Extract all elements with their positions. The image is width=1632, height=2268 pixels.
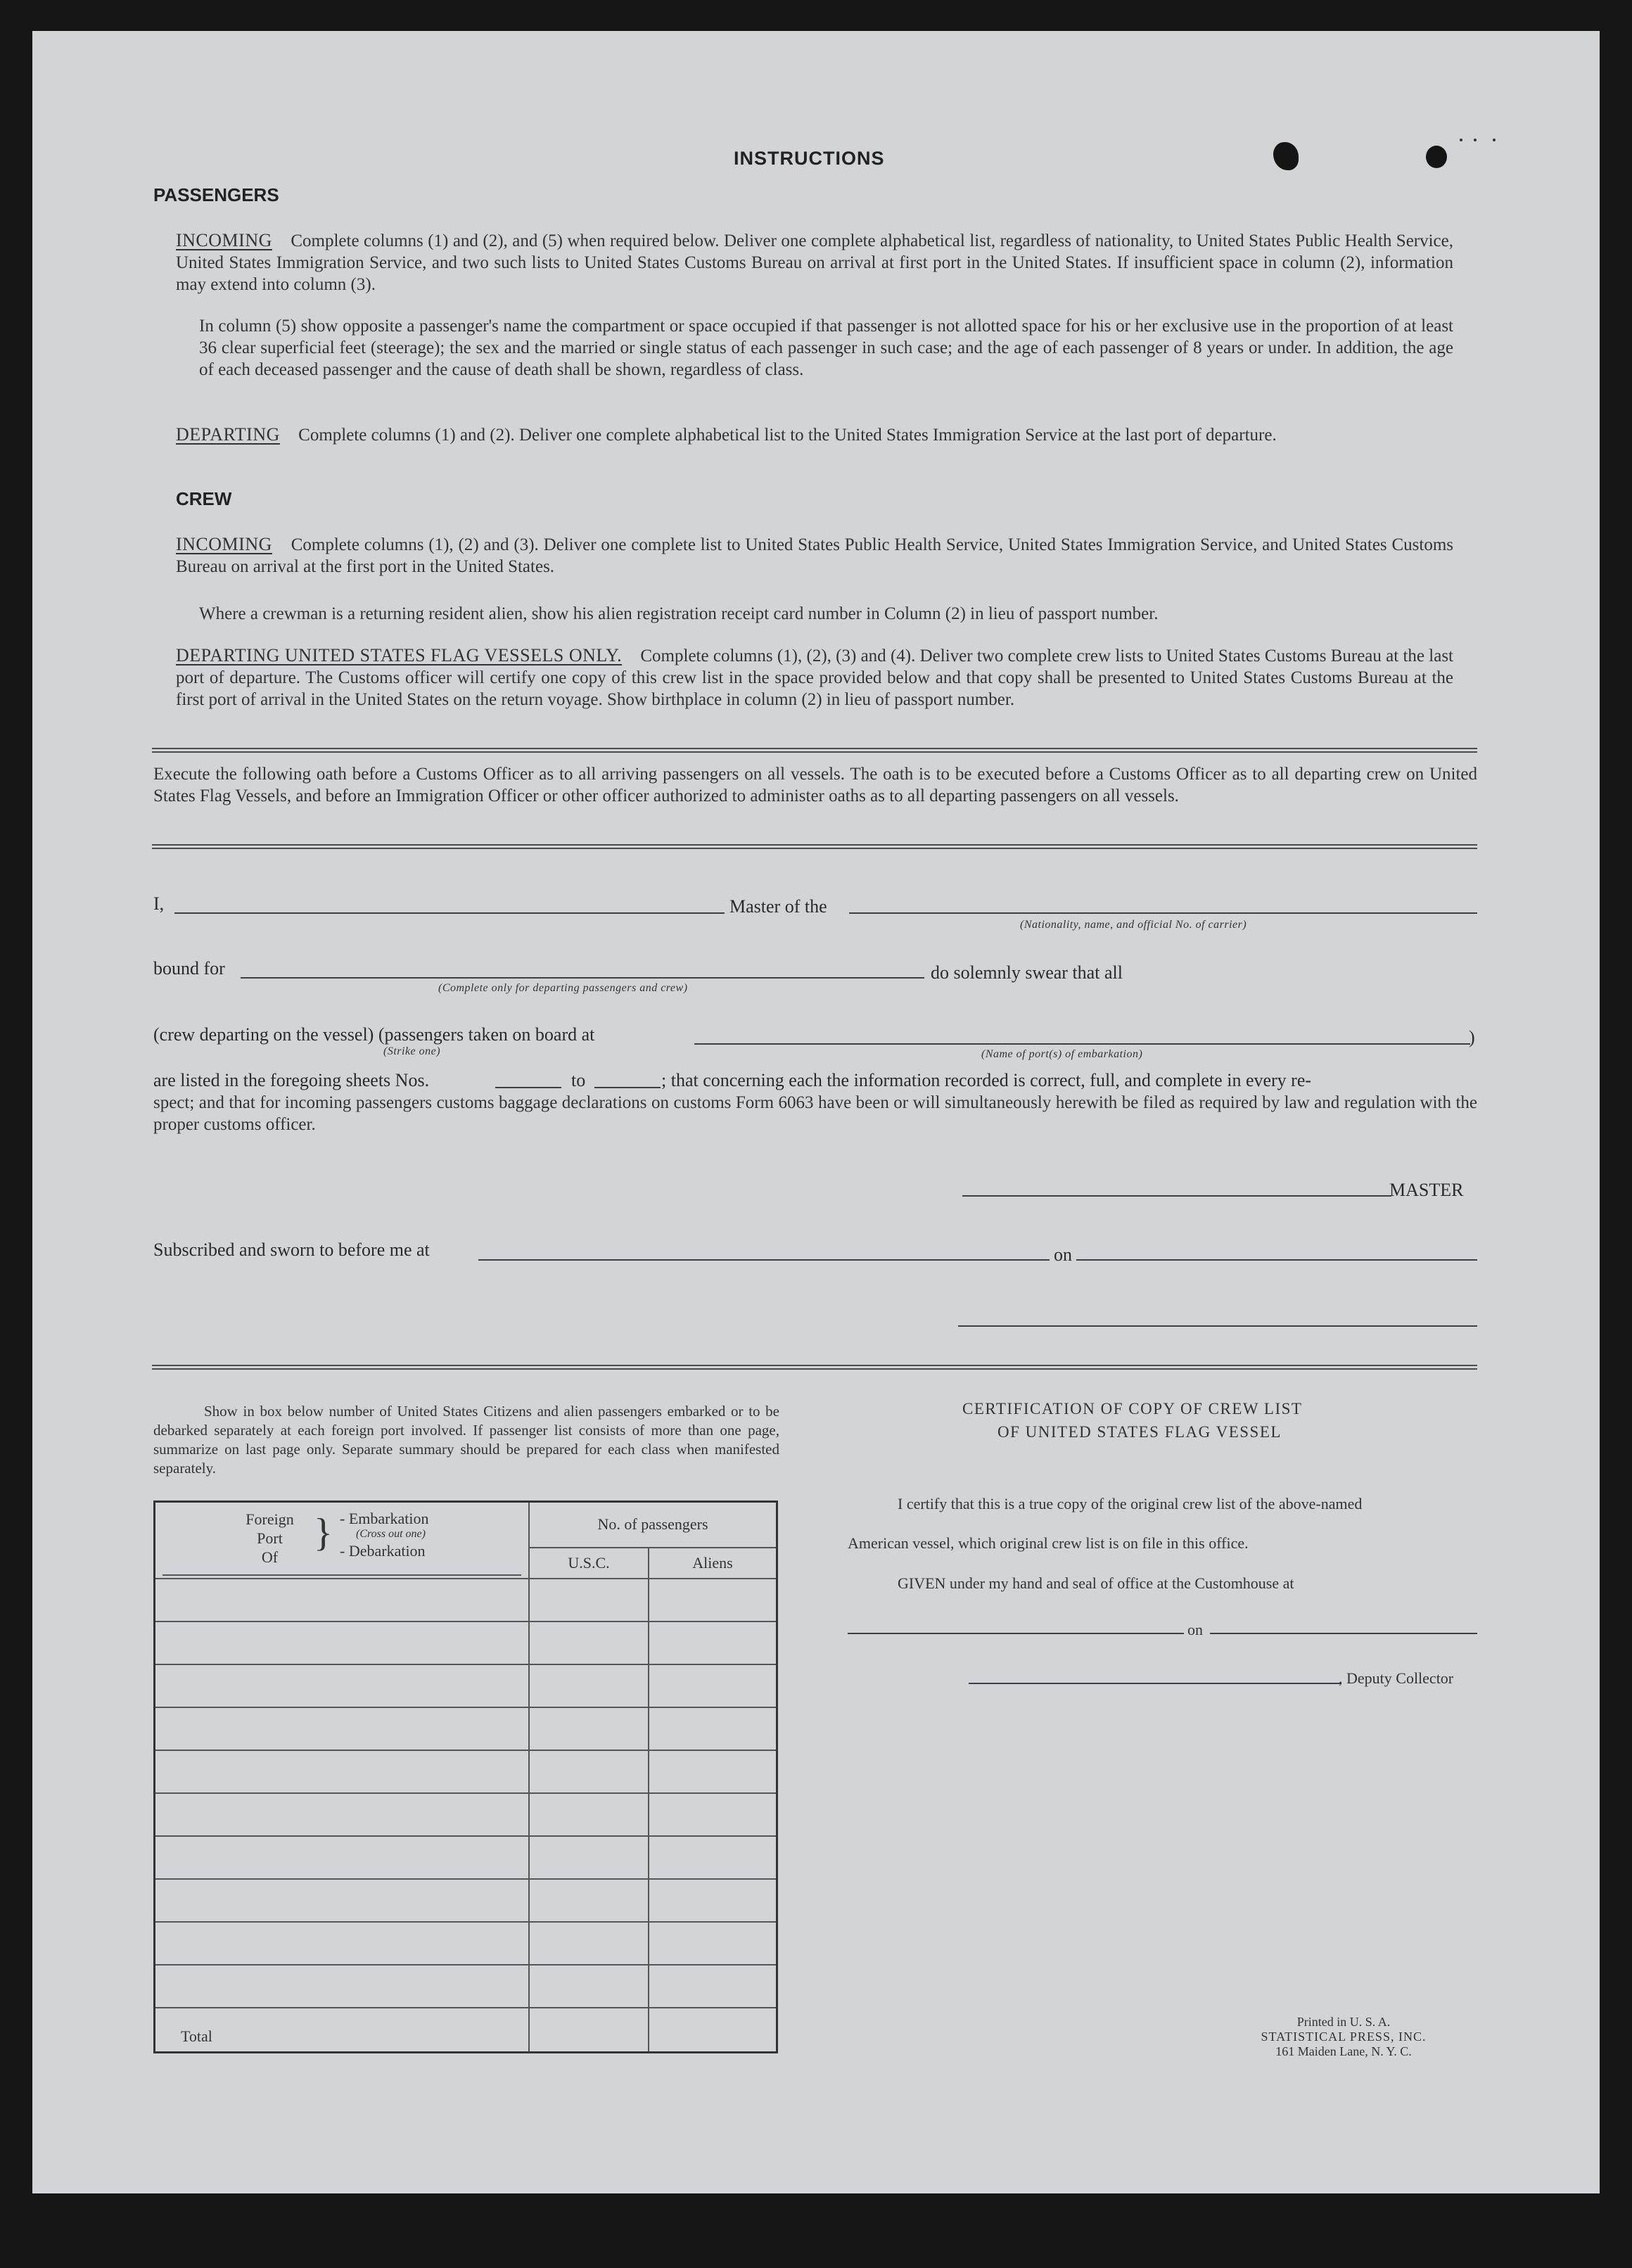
divider	[152, 1365, 1477, 1370]
usc-cell[interactable]	[529, 1793, 649, 1836]
sworn-on-label: on	[1054, 1244, 1072, 1265]
sheets-to-label: to	[571, 1070, 586, 1090]
summary-instructions: Show in box below number of United States Citizens and alien passengers embarked or to be debarked separately at each foreign port involved. If passenger list consists of more than one page, summarize on last page only. Separate summary should be prepared for each class when manifested separately.	[153, 1403, 779, 1477]
certification-on-label: on	[1187, 1621, 1203, 1638]
debarkation-label: - Debarkation	[340, 1542, 426, 1560]
oath-instructions: Execute the following oath before a Customs Officer as to all arriving passengers on all vessels. The oath is to be executed before a Customs Officer as to all departing crew on United States Flag Vessels, and before an Immigration Officer or other officer authorized to administer oaths as to all departing passengers on all vessels.	[153, 765, 1477, 805]
embarkation-ports-field[interactable]	[694, 1043, 1470, 1045]
port-label: Port	[257, 1529, 283, 1547]
port-header-cell	[155, 1502, 530, 1579]
crew-departing-text: Complete columns (1), (2), (3) and (4). Deliver two complete crew lists to United States Customs Bureau at the last port of departure. The Customs officer will certify one copy of this crew list in the space provided below and that copy shall be presented to United States Customs Bureau at the first port of arrival in the United States on the return voyage. Show birthplace in column (2) in lieu of passport number.	[176, 646, 1454, 709]
given-under-hand: GIVEN under my hand and seal of office at the Customhouse at	[898, 1574, 1294, 1592]
master-of-label: Master of the	[729, 896, 827, 917]
aliens-cell[interactable]	[649, 1793, 777, 1836]
sworn-place-field[interactable]	[478, 1259, 1050, 1261]
sheets-label: are listed in the foregoing sheets Nos.	[153, 1070, 430, 1090]
deputy-signature-field[interactable]	[969, 1683, 1341, 1684]
usc-cell[interactable]	[529, 1965, 649, 2008]
port-cell[interactable]	[155, 1836, 530, 1879]
aliens-cell[interactable]	[649, 1664, 777, 1707]
master-name-field[interactable]	[174, 912, 725, 914]
header-rule	[162, 1574, 521, 1576]
strike-one-caption: (Strike one)	[383, 1045, 441, 1057]
total-label: Total	[155, 2008, 530, 2053]
usc-cell[interactable]	[529, 1922, 649, 1965]
certification-title-line1: CERTIFICATION OF COPY OF CREW LIST	[962, 1400, 1303, 1418]
usc-cell[interactable]	[529, 1664, 649, 1707]
master-signature-field[interactable]	[962, 1195, 1391, 1197]
port-cell[interactable]	[155, 1707, 530, 1750]
aliens-cell[interactable]	[649, 1879, 777, 1922]
deputy-collector-label: , Deputy Collector	[1339, 1669, 1454, 1687]
brace-icon: }	[314, 1511, 333, 1555]
passenger-summary-table	[153, 1501, 778, 2053]
passengers-departing-text: Complete columns (1) and (2). Deliver one complete alphabetical list to the United States Immigration Service at the last port of departure.	[298, 426, 1277, 445]
crew-departing-heading: DEPARTING UNITED STATES FLAG VESSELS ONLY.	[176, 645, 623, 665]
port-cell[interactable]	[155, 1664, 530, 1707]
crew-departing-paragraph	[176, 644, 1453, 711]
page-title: INSTRUCTIONS	[734, 148, 885, 169]
aliens-header: Aliens	[649, 1548, 777, 1579]
ink-blot	[1426, 146, 1447, 168]
usc-cell[interactable]	[529, 1750, 649, 1793]
printer-line2: STATISTICAL PRESS, INC.	[1261, 2030, 1427, 2044]
speck	[1460, 139, 1462, 141]
carrier-caption: (Nationality, name, and official No. of carrier)	[1020, 919, 1247, 931]
passengers-column5-paragraph: In column (5) show opposite a passenger's name the compartment or space occupied if that passenger is not allotted space for his or her exclusive use in the proportion of at least 36 clear superficial feet (steerage); the sex and the married or single status of each passenger in such case; and the age of each passenger of 8 years or under. In addition, the age of each deceased passenger and the cause of death shall be shown, regardless of class.	[199, 317, 1453, 379]
printer-line1: Printed in U. S. A.	[1296, 2015, 1391, 2029]
printer-line3: 161 Maiden Lane, N. Y. C.	[1275, 2044, 1412, 2058]
embarkation-ports-caption: (Name of port(s) of embarkation)	[981, 1048, 1143, 1060]
passengers-departing-paragraph	[176, 423, 1453, 446]
aliens-total-cell[interactable]	[649, 2008, 777, 2053]
section-heading-crew: CREW	[176, 488, 232, 509]
foreign-label: Foreign	[246, 1510, 294, 1528]
crew-incoming-paragraph	[176, 533, 1453, 578]
certification-title-line2: OF UNITED STATES FLAG VESSEL	[997, 1423, 1282, 1441]
aliens-cell[interactable]	[649, 1836, 777, 1879]
swear-label: do solemnly swear that all	[931, 962, 1123, 983]
usc-cell[interactable]	[529, 1579, 649, 1622]
carrier-field[interactable]	[849, 912, 1477, 914]
port-cell[interactable]	[155, 1793, 530, 1836]
close-paren: )	[1469, 1027, 1475, 1047]
certification-date-field[interactable]	[1210, 1633, 1477, 1634]
divider	[152, 748, 1477, 753]
embarkation-label: - Embarkation	[340, 1510, 429, 1527]
passengers-incoming-paragraph	[176, 229, 1453, 295]
bound-for-field[interactable]	[241, 977, 924, 979]
officer-signature-field[interactable]	[958, 1325, 1477, 1327]
cross-out-caption: (Cross out one)	[356, 1528, 426, 1540]
port-cell[interactable]	[155, 1622, 530, 1664]
printer-imprint	[1245, 2015, 1442, 2059]
usc-cell[interactable]	[529, 1707, 649, 1750]
subscribed-label: Subscribed and sworn to before me at	[153, 1240, 430, 1260]
aliens-cell[interactable]	[649, 1579, 777, 1622]
usc-header: U.S.C.	[529, 1548, 649, 1579]
crew-resident-paragraph: Where a crewman is a returning resident alien, show his alien registration receipt card number in Column (2) in lieu of passport number.	[199, 604, 1159, 623]
aliens-cell[interactable]	[649, 1965, 777, 2008]
aliens-cell[interactable]	[649, 1922, 777, 1965]
bound-for-label: bound for	[153, 958, 225, 979]
passengers-incoming-heading: INCOMING	[176, 230, 272, 250]
no-passengers-header: No. of passengers	[529, 1502, 777, 1548]
usc-cell[interactable]	[529, 1622, 649, 1664]
port-cell[interactable]	[155, 1579, 530, 1622]
usc-total-cell[interactable]	[529, 2008, 649, 2053]
port-cell[interactable]	[155, 1879, 530, 1922]
crew-incoming-heading: INCOMING	[176, 534, 272, 554]
oath-declaration-text: spect; and that for incoming passengers customs baggage declarations on customs Form 6063 have been or will simultaneously herewith be filed as required by law and regulation with the proper customs officer.	[153, 1093, 1477, 1134]
aliens-cell[interactable]	[649, 1622, 777, 1664]
of-label: Of	[261, 1548, 279, 1566]
port-cell[interactable]	[155, 1750, 530, 1793]
bound-for-caption: (Complete only for departing passengers and crew)	[438, 982, 688, 994]
speck	[1493, 139, 1496, 141]
crew-passengers-label: (crew departing on the vessel) (passengers taken on board at	[153, 1024, 595, 1045]
master-label: MASTER	[1389, 1180, 1464, 1200]
usc-cell[interactable]	[529, 1879, 649, 1922]
port-cell[interactable]	[155, 1965, 530, 2008]
sworn-date-field[interactable]	[1076, 1259, 1477, 1261]
speck	[1474, 139, 1477, 141]
aliens-cell[interactable]	[649, 1707, 777, 1750]
usc-cell[interactable]	[529, 1836, 649, 1879]
section-heading-passengers: PASSENGERS	[153, 184, 279, 205]
certification-text-1: I certify that this is a true copy of the original crew list of the above-named	[898, 1495, 1363, 1512]
aliens-cell[interactable]	[649, 1750, 777, 1793]
sheet-to-field[interactable]	[594, 1087, 661, 1088]
certification-text-2: American vessel, which original crew list is on file in this office.	[848, 1534, 1249, 1552]
customhouse-field[interactable]	[848, 1633, 1184, 1634]
divider	[152, 844, 1477, 849]
passengers-departing-heading: DEPARTING	[176, 424, 280, 445]
sheet-from-field[interactable]	[495, 1087, 561, 1088]
port-cell[interactable]	[155, 1922, 530, 1965]
passengers-incoming-text: Complete columns (1) and (2), and (5) when required below. Deliver one complete alphabetical list, regardless of nationality, to United States Public Health Service, United States Immigration Service, and two such lists to United States Customs Bureau on arrival at first port in the United States. If insufficient space in column (2), information may extend into column (3).	[176, 231, 1454, 294]
sheets-rest-label: ; that concerning each the information recorded is correct, full, and complete in every re-	[661, 1070, 1312, 1090]
crew-incoming-text: Complete columns (1), (2) and (3). Deliver one complete list to United States Public Health Service, United States Immigration Service, and United States Customs Bureau on arrival at the first port in the United States.	[176, 535, 1454, 576]
oath-i-label: I,	[153, 893, 165, 914]
